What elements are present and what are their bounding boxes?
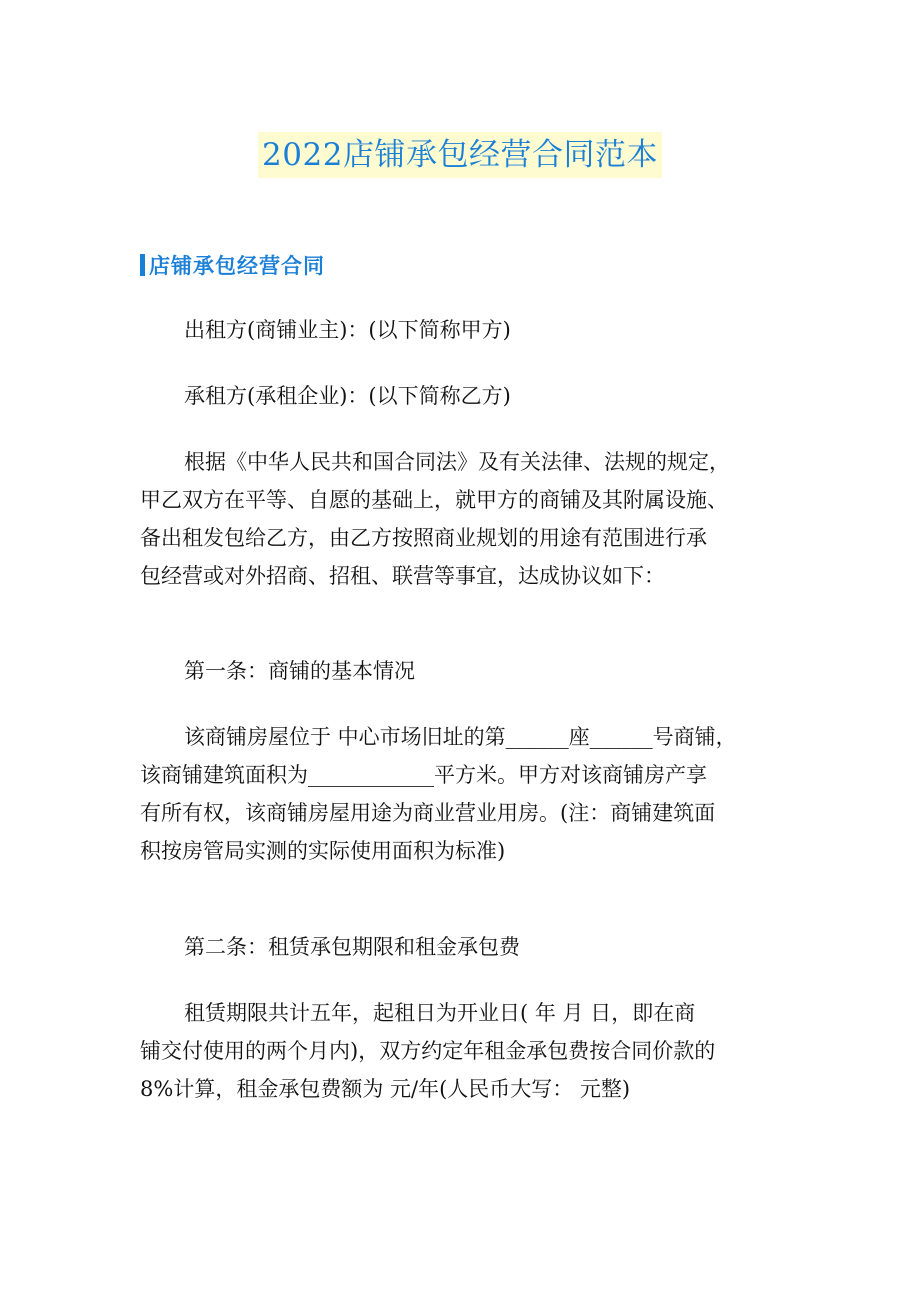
article-1-line-2: 该商铺建筑面积为____________平方米。甲方对该商铺房产享 bbox=[140, 763, 707, 787]
article-1-heading bbox=[140, 652, 780, 690]
article-1-line-4: 积按房管局实测的实际使用面积为标准) bbox=[140, 839, 506, 863]
article-1-line-1: 该商铺房屋位于 中心市场旧址的第______座______号商铺， bbox=[184, 725, 737, 749]
lessee-paragraph bbox=[140, 377, 780, 415]
article-2-heading bbox=[140, 928, 780, 966]
intro-line-1: 根据《中华人民共和国合同法》及有关法律、法规的规定， bbox=[184, 450, 730, 474]
intro-paragraph bbox=[140, 443, 780, 595]
document-title: 2022店铺承包经营合同范本 bbox=[258, 132, 662, 178]
intro-line-4: 包经营或对外招商、招租、联营等事宜，达成协议如下： bbox=[140, 564, 665, 588]
article-1-paragraph bbox=[140, 718, 780, 870]
intro-line-3: 备出租发包给乙方，由乙方按照商业规划的用途有范围进行承 bbox=[140, 526, 707, 550]
intro-line-2: 甲乙双方在平等、自愿的基础上，就甲方的商铺及其附属设施、 bbox=[140, 488, 728, 512]
article-2-line-1: 租赁期限共计五年，起租日为开业日( 年 月 日，即在商 bbox=[184, 1001, 696, 1025]
section-title: 店铺承包经营合同 bbox=[149, 253, 325, 278]
title-container bbox=[0, 132, 920, 178]
lessee-line: 承租方(承租企业)：(以下简称乙方) bbox=[184, 384, 511, 408]
lessor-paragraph bbox=[140, 311, 780, 349]
article-2-heading-line: 第二条：租赁承包期限和租金承包费 bbox=[184, 935, 520, 959]
article-1-heading-line: 第一条：商铺的基本情况 bbox=[184, 659, 415, 683]
section-marker-icon bbox=[140, 254, 145, 276]
article-2-line-3: 8%计算，租金承包费额为 元/年(人民币大写： 元整) bbox=[140, 1077, 631, 1101]
article-2-paragraph bbox=[140, 994, 780, 1108]
lessor-line: 出租方(商铺业主)：(以下简称甲方) bbox=[184, 318, 511, 342]
section-heading bbox=[140, 250, 325, 280]
article-1-line-3: 有所有权，该商铺房屋用途为商业营业用房。(注：商铺建筑面 bbox=[140, 801, 716, 825]
article-2-line-2: 铺交付使用的两个月内)，双方约定年租金承包费按合同价款的 bbox=[140, 1039, 716, 1063]
